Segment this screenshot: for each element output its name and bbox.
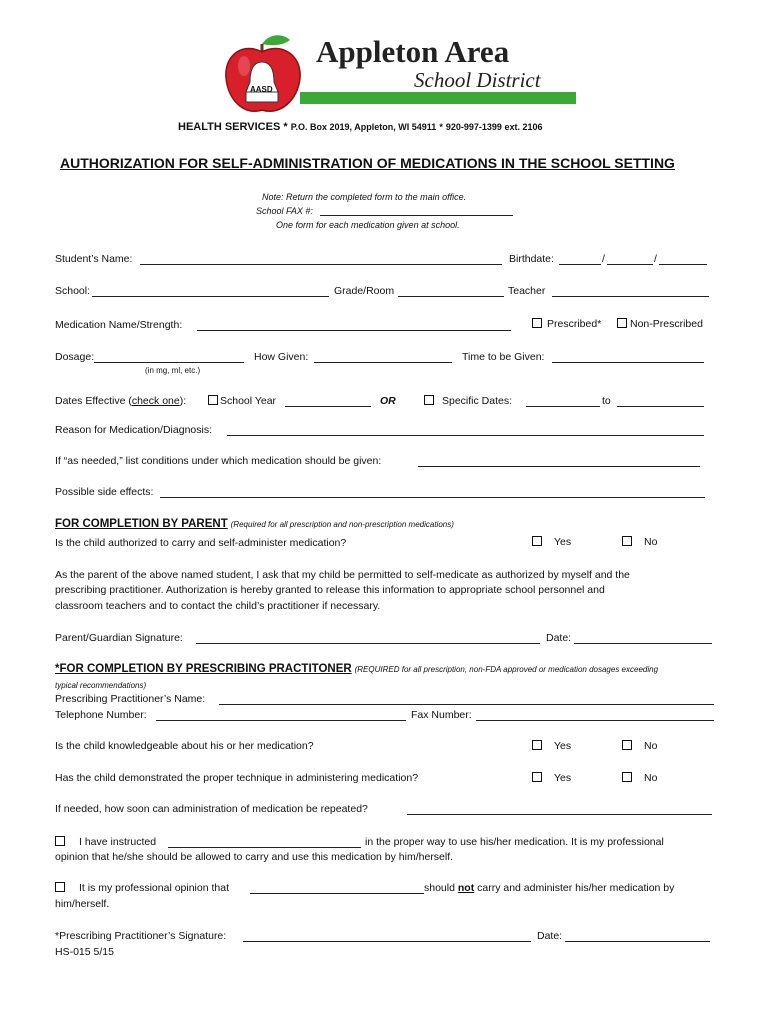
birthdate-month-field[interactable] xyxy=(559,264,601,265)
star-2: * xyxy=(439,122,443,132)
knowledge-yes-checkbox[interactable] xyxy=(532,740,542,750)
district-name: Appleton Area xyxy=(316,34,510,69)
practitioner-signature-label: *Prescribing Practitioner’s Signature: xyxy=(55,930,227,942)
prescribed-checkbox[interactable] xyxy=(532,318,542,328)
specific-dates-from-field[interactable] xyxy=(526,406,600,407)
school-label: School: xyxy=(55,285,91,297)
knowledge-no-checkbox[interactable] xyxy=(622,740,632,750)
reason-field[interactable] xyxy=(227,435,704,436)
knowledge-yes-label: Yes xyxy=(554,740,572,752)
check-one-text: check one xyxy=(131,395,180,407)
knowledge-yes-option[interactable] xyxy=(532,740,571,752)
school-year-field[interactable] xyxy=(285,406,371,407)
side-effects-label: Possible side effects: xyxy=(55,486,154,498)
health-services-line xyxy=(178,121,542,133)
school-year-option[interactable] xyxy=(208,395,276,407)
address: P.O. Box 2019, Appleton, WI 54911 xyxy=(290,122,437,132)
dosage-label: Dosage: xyxy=(55,351,95,363)
logo-text: AASD xyxy=(250,85,273,94)
medication-field[interactable] xyxy=(197,330,511,331)
apple-bell-icon xyxy=(222,30,304,116)
school-field[interactable] xyxy=(92,296,329,297)
opinion-text-d: him/herself. xyxy=(55,898,110,910)
non-prescribed-label: Non-Prescribed xyxy=(630,318,703,330)
parent-signature-label: Parent/Guardian Signature: xyxy=(55,632,183,644)
birthdate-year-field[interactable] xyxy=(659,264,707,265)
to-label: to xyxy=(602,395,611,407)
specific-dates-label: Specific Dates: xyxy=(442,395,513,407)
practitioner-name-label: Prescribing Practitioner’s Name: xyxy=(55,693,206,705)
fax-label: Fax Number: xyxy=(411,709,472,721)
practitioner-date-label: Date: xyxy=(537,930,563,942)
opinion-text-a: It is my professional opinion that xyxy=(79,882,229,894)
practitioner-date-field[interactable] xyxy=(565,941,710,942)
technique-no-checkbox[interactable] xyxy=(622,772,632,782)
telephone-field[interactable] xyxy=(156,720,406,721)
technique-question: Has the child demonstrated the proper technique in administering medication? xyxy=(55,772,419,784)
form-id: HS-015 5/15 xyxy=(55,946,114,958)
student-name-label: Student’s Name: xyxy=(55,253,133,265)
medication-label: Medication Name/Strength: xyxy=(55,319,183,331)
district-logo xyxy=(222,30,304,116)
repeat-field[interactable] xyxy=(407,814,712,815)
parent-no-option[interactable] xyxy=(622,536,657,548)
parent-section-heading xyxy=(55,518,454,530)
dates-effective-end: ): xyxy=(179,395,187,407)
opinion-text-b: should xyxy=(424,882,455,894)
parent-paragraph-3: classroom teachers and to contact the child’s practitioner if necessary. xyxy=(55,600,381,612)
technique-no-label: No xyxy=(644,772,658,784)
specific-dates-option[interactable] xyxy=(424,395,512,407)
practitioner-signature-field[interactable] xyxy=(243,941,531,942)
specific-dates-to-field[interactable] xyxy=(617,406,704,407)
prescribed-option[interactable] xyxy=(532,318,601,330)
school-fax-field[interactable] xyxy=(320,215,513,216)
district-subname: School District xyxy=(414,68,541,92)
non-prescribed-checkbox[interactable] xyxy=(617,318,627,328)
specific-dates-checkbox[interactable] xyxy=(424,395,434,405)
parent-paragraph-1: As the parent of the above named student, I ask that my child be permitted to self-medicate as authorized by myself and the xyxy=(55,569,630,581)
how-given-label: How Given: xyxy=(254,351,309,363)
parent-no-label: No xyxy=(644,536,658,548)
parent-paragraph-2: prescribing practitioner. Authorization is hereby granted to release this information to appropriate school personnel and xyxy=(55,584,605,596)
practitioner-section-heading xyxy=(55,663,658,675)
repeat-label: If needed, how soon can administration of medication be repeated? xyxy=(55,803,368,815)
parent-heading-text: FOR COMPLETION BY PARENT xyxy=(55,518,228,530)
opinion-checkbox[interactable] xyxy=(55,882,65,892)
time-given-field[interactable] xyxy=(552,362,704,363)
green-bar xyxy=(300,92,576,104)
grade-room-label: Grade/Room xyxy=(334,285,395,297)
instructed-text-c: opinion that he/she should be allowed to carry and use this medication by him/herself. xyxy=(55,851,454,863)
technique-no-option[interactable] xyxy=(622,772,657,784)
parent-date-field[interactable] xyxy=(574,643,712,644)
knowledge-no-label: No xyxy=(644,740,658,752)
prescribed-label: Prescribed* xyxy=(547,318,602,330)
opinion-text-c: carry and administer his/her medication by xyxy=(477,882,675,894)
dosage-field[interactable] xyxy=(94,362,244,363)
technique-yes-checkbox[interactable] xyxy=(532,772,542,782)
instructed-checkbox[interactable] xyxy=(55,836,65,846)
parent-yes-checkbox[interactable] xyxy=(532,536,542,546)
parent-yes-label: Yes xyxy=(554,536,572,548)
dosage-hint: (in mg, ml, etc.) xyxy=(145,366,201,375)
knowledge-no-option[interactable] xyxy=(622,740,657,752)
how-given-field[interactable] xyxy=(314,362,452,363)
practitioner-name-field[interactable] xyxy=(219,704,714,705)
grade-room-field[interactable] xyxy=(398,296,504,297)
note-line-1: Note: Return the completed form to the main office. xyxy=(262,192,467,202)
parent-no-checkbox[interactable] xyxy=(622,536,632,546)
if-needed-field[interactable] xyxy=(418,466,700,467)
slash: / xyxy=(654,253,657,265)
instructed-option[interactable] xyxy=(55,836,156,848)
reason-label: Reason for Medication/Diagnosis: xyxy=(55,424,212,436)
instructed-text-a: I have instructed xyxy=(79,836,157,848)
technique-yes-option[interactable] xyxy=(532,772,571,784)
school-fax-line xyxy=(256,206,313,216)
dates-effective-text: Dates Effective ( xyxy=(55,395,132,407)
birthdate-label: Birthdate: xyxy=(509,253,554,265)
school-fax-label: School FAX #: xyxy=(256,206,313,216)
if-needed-label: If “as needed,” list conditions under which medication should be given: xyxy=(55,455,382,467)
opinion-not: not xyxy=(457,882,475,894)
school-year-checkbox[interactable] xyxy=(208,395,218,405)
parent-yes-option[interactable] xyxy=(532,536,571,548)
student-name-field[interactable] xyxy=(140,264,502,265)
health-services-label: HEALTH SERVICES xyxy=(178,121,281,133)
or-label: OR xyxy=(380,395,396,407)
slash: / xyxy=(602,253,605,265)
teacher-label: Teacher xyxy=(508,285,546,297)
practitioner-heading-note-2: typical recommendations) xyxy=(55,681,147,690)
instructed-text-b: in the proper way to use his/her medication. It is my professional xyxy=(365,836,664,848)
practitioner-heading-text: *FOR COMPLETION BY PRESCRIBING PRACTITONER xyxy=(55,663,352,675)
phone: 920-997-1399 ext. 2106 xyxy=(445,122,543,132)
opinion-text-line xyxy=(424,882,674,894)
parent-signature-field[interactable] xyxy=(196,643,540,644)
parent-date-label: Date: xyxy=(546,632,572,644)
parent-question: Is the child authorized to carry and self-administer medication? xyxy=(55,537,347,549)
form-title: AUTHORIZATION FOR SELF-ADMINISTRATION OF MEDICATIONS IN THE SCHOOL SETTING xyxy=(60,155,675,171)
fax-field[interactable] xyxy=(476,720,714,721)
opinion-name-field[interactable] xyxy=(250,893,424,894)
instructed-name-field[interactable] xyxy=(168,847,361,848)
star-1: * xyxy=(283,121,288,133)
dates-effective-label xyxy=(55,395,186,407)
telephone-label: Telephone Number: xyxy=(55,709,147,721)
school-year-label: School Year xyxy=(220,395,277,407)
birthdate-day-field[interactable] xyxy=(607,264,653,265)
time-given-label: Time to be Given: xyxy=(462,351,545,363)
teacher-field[interactable] xyxy=(552,296,709,297)
note-line-3: One form for each medication given at school. xyxy=(276,220,460,230)
opinion-option[interactable] xyxy=(55,882,229,894)
side-effects-field[interactable] xyxy=(160,497,705,498)
knowledge-question: Is the child knowledgeable about his or her medication? xyxy=(55,740,314,752)
technique-yes-label: Yes xyxy=(554,772,572,784)
parent-heading-note: (Required for all prescription and non-prescription medications) xyxy=(230,520,454,529)
non-prescribed-option[interactable] xyxy=(617,318,703,330)
practitioner-heading-note: (REQUIRED for all prescription, non-FDA approved or medication dosages exceeding xyxy=(354,665,659,674)
